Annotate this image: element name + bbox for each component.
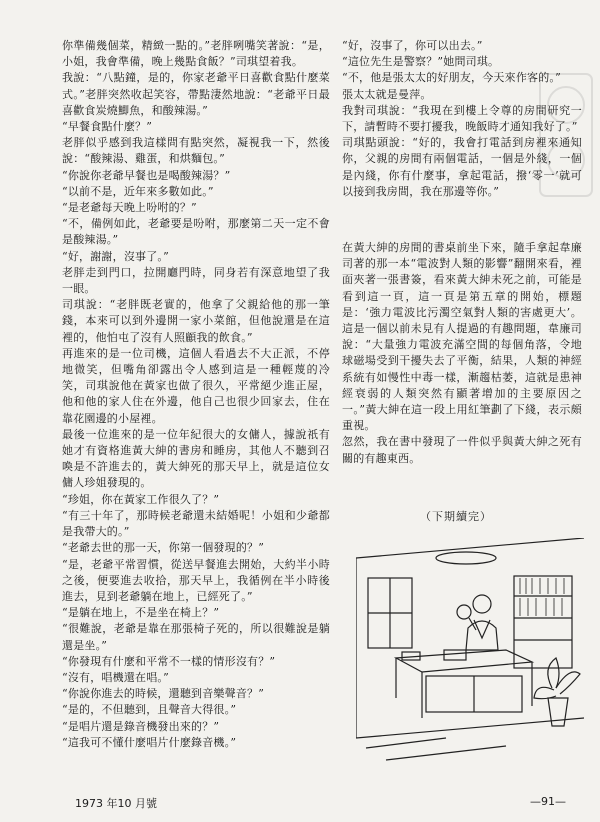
paragraph: “你說你進去的時候，還聽到音樂聲音？” bbox=[62, 687, 265, 701]
paragraph: 司琪說：“老胖既老實的，他拿了父親給他的那一筆錢，本來可以到外邊開一家小菜館，但他說還是在這裡的，他怕屯了沒有人照顧我的飲食。” bbox=[62, 298, 330, 344]
paragraph: “有三十年了，那時候老爺還未結婚呢！小姐和少爺都是我帶大的。” bbox=[62, 508, 330, 539]
issue-date: 1973 年10 月號 bbox=[75, 797, 157, 810]
right-column-top bbox=[342, 38, 582, 200]
paragraph: 張太太就是曼萍。 bbox=[342, 87, 432, 101]
paragraph: “好，沒事了，你可以出去。” bbox=[342, 39, 483, 52]
paragraph: 在黃大紳的房間的書桌前坐下來，隨手拿起韋廉司著的那一本“電波對人類的影響”翻開來看，裡面夾著一張書簽，看來黃大紳未死之前，可能是看到這一頁，這一頁是第五章的開始，標題是：‘強力電波比污濁空氣對人類的害處更大’。這是一個以前未見有人提過的有趣問題，韋廉司說：“大量強力電波充滿空間的每個角落，令地球磁場受到干擾失去了平衡，結果，人類的神經系統有如慢性中毒一樣，漸趨枯萎，這就是患神經衰弱的人類突然有顯著增加的主要原因之一。”黃大紳在這一段上用紅筆劃了下綫，表示頗重視。 bbox=[342, 241, 582, 433]
paragraph: “這我可不懂什麼唱片什麼錄音機。” bbox=[62, 735, 237, 749]
paragraph: “這位先生是警察？”她問司琪。 bbox=[342, 55, 500, 69]
paragraph: 老胖似乎感到我這樣問有點突然，凝視我一下，然後說：“酸辣湯、雞蛋，和烘麵包。” bbox=[62, 136, 330, 166]
page-number: —91— bbox=[530, 795, 566, 808]
right-column-bottom bbox=[342, 240, 582, 467]
paragraph: “很難說，老爺是靠在那張椅子死的，所以很難說是躺還是坐。” bbox=[62, 622, 330, 652]
paragraph: “是躺在地上，不是坐在椅上？” bbox=[62, 606, 220, 620]
paragraph: 司琪點頭說：“好的，我會打電話到房裡來通知你，父親的房間有兩個電話，一個是外綫，一個是內綫，你有什麼事，拿起電話，撥‘零一’就可以接到我房間，我在那邊等你。” bbox=[342, 136, 582, 198]
paragraph: “不，他是張太太的好朋友，今天來作客的。” bbox=[342, 71, 561, 85]
paragraph: 最後一位進來的是一位年紀很大的女傭人，據說祇有她才有資格進黃大紳的書房和睡房，其他人不聽到召喚是不許進去的，黃大紳死的那天早上，就是這位女傭人珍姐發現的。 bbox=[62, 427, 330, 490]
paragraph: “你發現有什麼和平常不一樣的情形沒有？” bbox=[62, 654, 276, 668]
paragraph: 老胖走到門口，拉開廳門時，同身若有深意地望了我一眼。 bbox=[62, 265, 330, 296]
paragraph: 我說：“八點鐘，是的，你家老爺平日喜歡食點什麼菜式。”老胖突然收起笑容，帶點淒然地說：“老爺平日最喜歡食炭燒鯽魚，和酸辣湯。” bbox=[62, 71, 330, 117]
paragraph: “老爺去世的那一天，你第一個發現的？” bbox=[62, 541, 265, 555]
paragraph: 我對司琪說：“我現在到樓上令尊的房間研究一下，請暫時不要打擾我，晚飯時才通知我好了。” bbox=[342, 103, 582, 134]
paragraph: “沒有，唱機還在唱。” bbox=[62, 670, 169, 684]
to-be-continued: （下期續完） bbox=[420, 510, 492, 523]
paragraph: “珍姐，你在黃家工作很久了？” bbox=[62, 492, 220, 506]
paragraph: 再進來的是一位司機，這個人看過去不大正派，不停地微笑，但嘴角卻露出令人感到這是一種輕蔑的冷笑，司琪說他在黃家也做了很久，平常絕少進正屋，他和他的家人住在外邊，他自己也很少回家去，住在靠花園邊的小屋裡。 bbox=[62, 346, 330, 425]
paragraph: 你準備幾個菜，精緻一點的。”老胖咧嘴笑著說：“是，小姐，我會準備，晚上幾點食飯？”司琪望着我。 bbox=[62, 39, 330, 69]
paragraph: “以前不是，近年來多數如此。” bbox=[62, 184, 214, 198]
left-column bbox=[62, 38, 330, 751]
paragraph: 忽然，我在書中發現了一件似乎與黃大紳之死有關的有趣東西。 bbox=[342, 435, 582, 465]
paragraph: “是，老爺平常習慣，從送早餐進去開始，大約半小時之後，便要進去收拾，那天早上，我循例在半小時後進去，見到老爺躺在地上，已經死了。” bbox=[62, 557, 330, 603]
paragraph: “不，備例如此，老爺要是吩咐，那麼第二天一定不會是酸辣湯。” bbox=[62, 217, 330, 247]
paragraph: “好，謝謝，沒事了。” bbox=[62, 249, 169, 263]
paragraph: “早餐食點什麼？” bbox=[62, 120, 153, 134]
paragraph: “是老爺每天晚上吩咐的？” bbox=[62, 201, 197, 215]
detective-at-desk-illustration bbox=[356, 538, 584, 768]
paragraph: “是的，不但聽到，且聲音大得很。” bbox=[62, 703, 237, 717]
paragraph: “是唱片還是錄音機發出來的？” bbox=[62, 719, 220, 733]
paragraph: “你說你老爺早餐也是喝酸辣湯？” bbox=[62, 168, 231, 182]
